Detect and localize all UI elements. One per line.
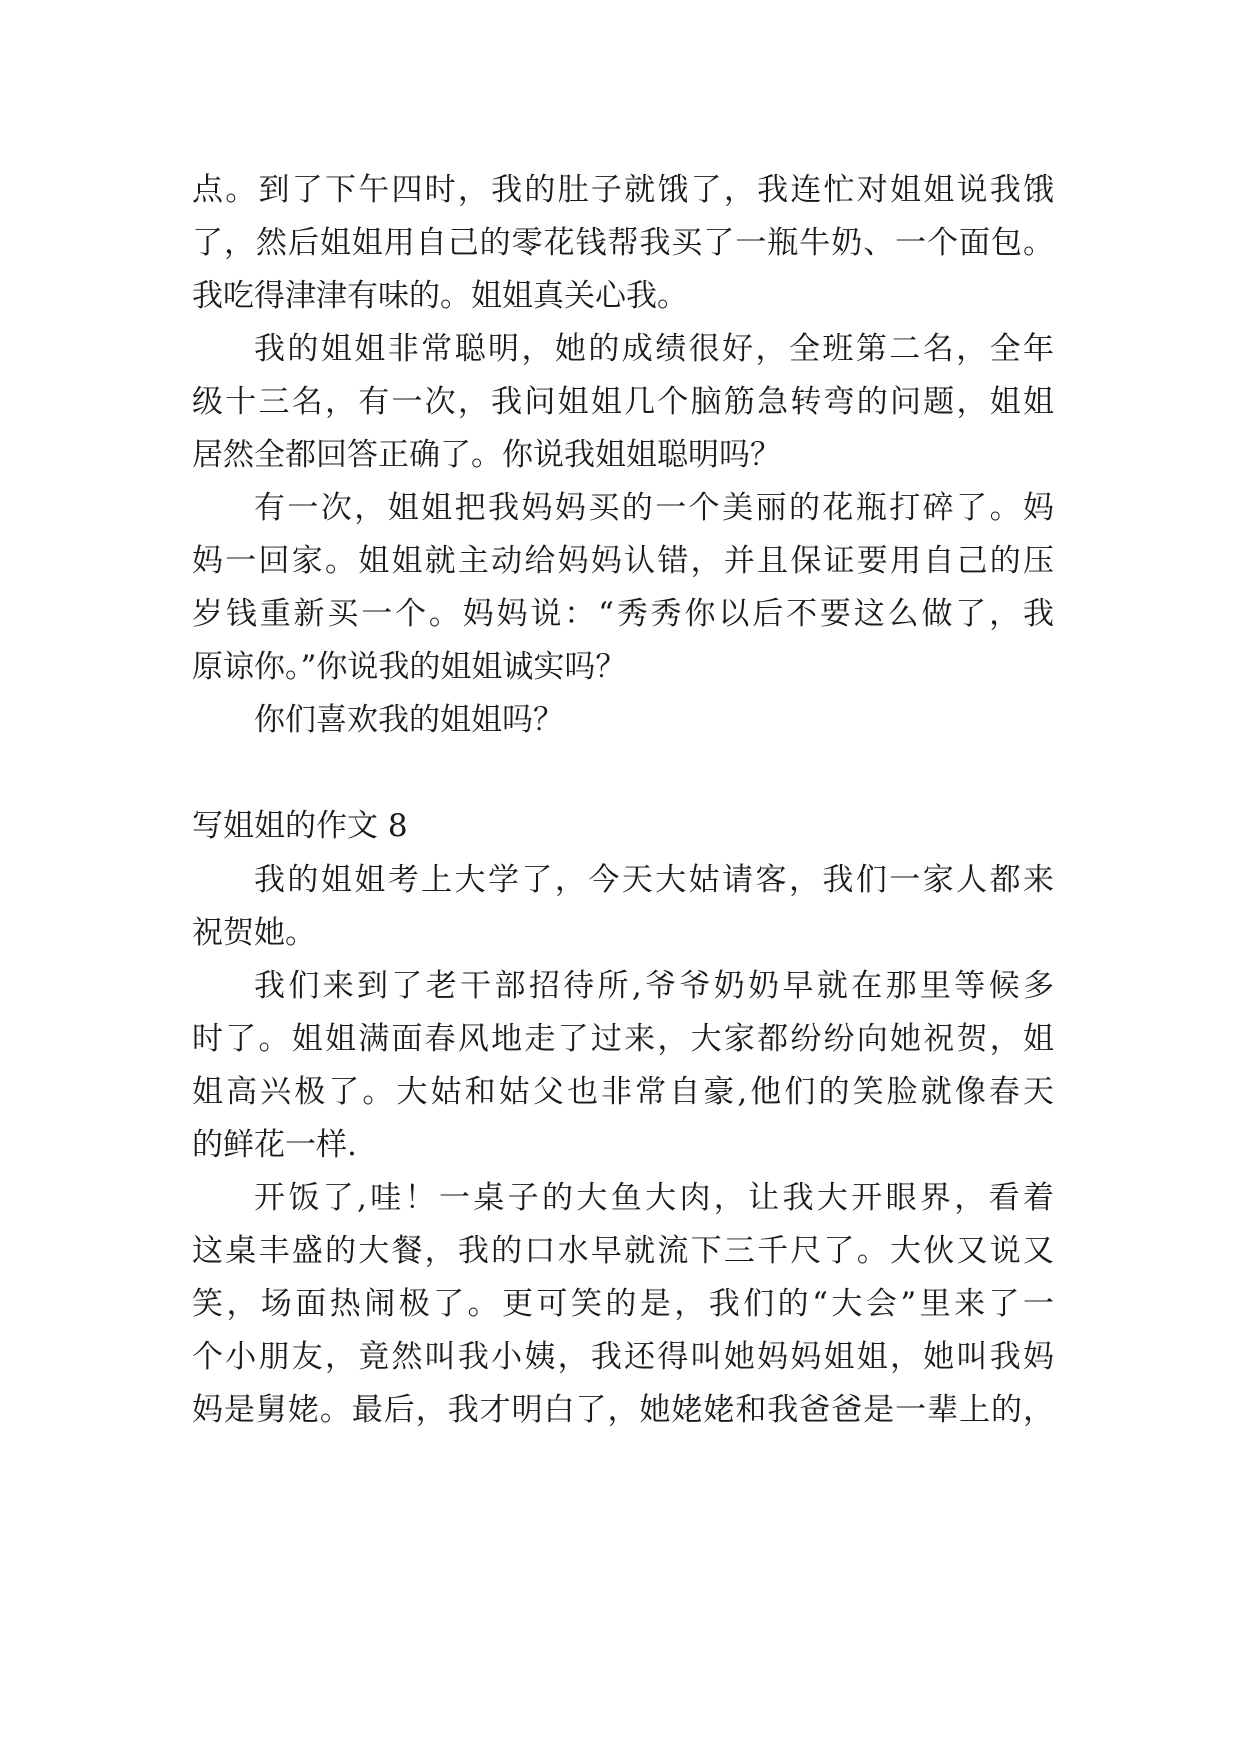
- paragraph-line: 个小朋友，竟然叫我小姨，我还得叫她妈妈姐姐，她叫我妈: [192, 1339, 1054, 1375]
- paragraph-line: 我们来到了老干部招待所,爷爷奶奶早就在那里等候多: [254, 968, 1054, 1004]
- paragraph-line: 岁钱重新买一个。妈妈说：“秀秀你以后不要这么做了，我: [192, 596, 1054, 632]
- paragraph-line: 我的姐姐考上大学了，今天大姑请客，我们一家人都来: [254, 862, 1054, 898]
- paragraph-line: 时了。姐姐满面春风地走了过来，大家都纷纷向她祝贺，姐: [192, 1021, 1054, 1057]
- paragraph-line: 你们喜欢我的姐姐吗？: [254, 702, 564, 738]
- paragraph-line: 我的姐姐非常聪明，她的成绩很好，全班第二名，全年: [254, 331, 1054, 367]
- paragraph-line: 居然全都回答正确了。你说我姐姐聪明吗？: [192, 437, 781, 473]
- paragraph-line: 笑，场面热闹极了。更可笑的是，我们的“大会”里来了一: [192, 1286, 1054, 1322]
- paragraph-line: 级十三名，有一次，我问姐姐几个脑筋急转弯的问题，姐姐: [192, 384, 1054, 420]
- paragraph-line: 祝贺她。: [192, 915, 316, 951]
- paragraph-line: 了，然后姐姐用自己的零花钱帮我买了一瓶牛奶、一个面包。: [192, 225, 1054, 261]
- paragraph-line: 有一次，姐姐把我妈妈买的一个美丽的花瓶打碎了。妈: [254, 490, 1054, 526]
- paragraph-line: 妈一回家。姐姐就主动给妈妈认错，并且保证要用自己的压: [192, 543, 1054, 579]
- paragraph-line: 的鲜花一样.: [192, 1127, 357, 1163]
- paragraph-line: 开饭了,哇！一桌子的大鱼大肉，让我大开眼界，看着: [254, 1180, 1054, 1216]
- paragraph-line: 我吃得津津有味的。姐姐真关心我。: [192, 278, 688, 314]
- paragraph-line: 妈是舅姥。最后，我才明白了，她姥姥和我爸爸是一辈上的，: [192, 1392, 1054, 1428]
- paragraph-line: 姐高兴极了。大姑和姑父也非常自豪,他们的笑脸就像春天: [192, 1074, 1054, 1110]
- paragraph-line: 这桌丰盛的大餐，我的口水早就流下三千尺了。大伙又说又: [192, 1233, 1054, 1269]
- section-title: 写姐姐的作文 8: [192, 808, 408, 844]
- paragraph-line: 点。到了下午四时，我的肚子就饿了，我连忙对姐姐说我饿: [192, 172, 1054, 208]
- paragraph-line: 原谅你。”你说我的姐姐诚实吗？: [192, 649, 627, 685]
